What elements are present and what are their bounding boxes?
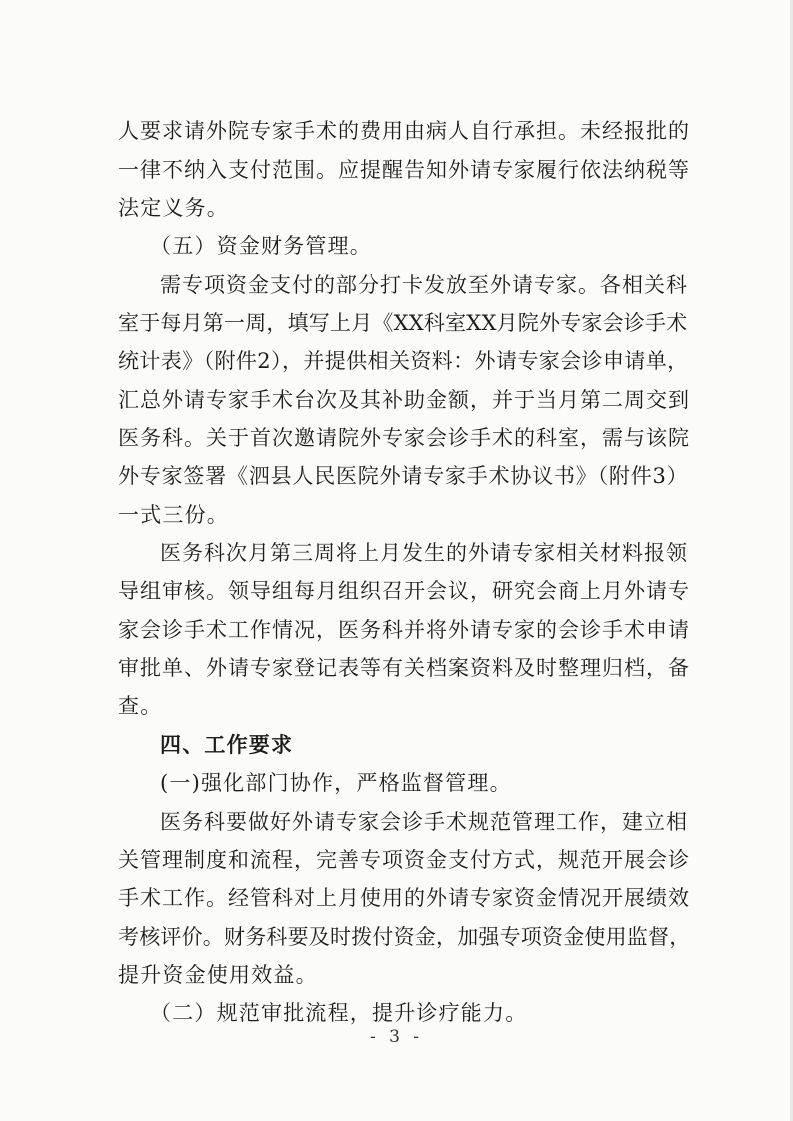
body-text-line: 法定义务。 — [118, 196, 229, 220]
body-text-line: 医务科要做好外请专家会诊手术规范管理工作，建立相 — [160, 810, 688, 834]
section-heading: 四、工作要求 — [160, 733, 294, 757]
body-text-line: 医务科。关于首次邀请院外专家会诊手术的科室，需与该院 — [118, 426, 690, 450]
body-text-line: 室于每月第一周，填写上月《XX科室XX月院外专家会诊手术 — [118, 311, 688, 335]
section-subheading: （五）资金财务管理。 — [150, 234, 372, 258]
body-text-line: 外专家签署《泗县人民医院外请专家手术协议书》（附件3） — [118, 464, 689, 488]
body-text-line: 人要求请外院专家手术的费用由病人自行承担。未经报批的 — [118, 119, 690, 143]
body-text-line: 需专项资金支付的部分打卡发放至外请专家。各相关科 — [160, 273, 688, 297]
body-text-line: 导组审核。领导组每月组织召开会议，研究会商上月外请专 — [118, 579, 690, 603]
section-subheading: （二）规范审批流程，提升诊疗能力。 — [150, 1001, 528, 1025]
body-text-line: 医务科次月第三周将上月发生的外请专家相关材料报领 — [160, 541, 688, 565]
body-text-line: 汇总外请专家手术台次及其补助金额，并于当月第二周交到 — [118, 388, 690, 412]
body-text-line: 提升资金使用效益。 — [118, 963, 318, 987]
section-subheading: (一)强化部门协作，严格监督管理。 — [160, 771, 512, 795]
page-number: - 3 - — [369, 1027, 424, 1047]
body-text-line: 统计表》（附件2），并提供相关资料：外请专家会诊申请单， — [118, 349, 689, 373]
body-text-line: 考核评价。财务科要及时拨付资金，加强专项资金使用监督， — [118, 925, 691, 949]
body-text-line: 手术工作。经管科对上月使用的外请专家资金情况开展绩效 — [118, 886, 690, 910]
body-text-line: 一律不纳入支付范围。应提醒告知外请专家履行依法纳税等 — [118, 158, 690, 182]
body-text-line: 一式三份。 — [118, 503, 229, 527]
body-text-line: 家会诊手术工作情况，医务科并将外请专家的会诊手术申请 — [118, 618, 690, 642]
body-text-line: 查。 — [118, 694, 163, 718]
body-text-line: 关管理制度和流程，完善专项资金支付方式，规范开展会诊 — [118, 848, 690, 872]
body-text-line: 审批单、外请专家登记表等有关档案资料及时整理归档，备 — [118, 656, 690, 680]
